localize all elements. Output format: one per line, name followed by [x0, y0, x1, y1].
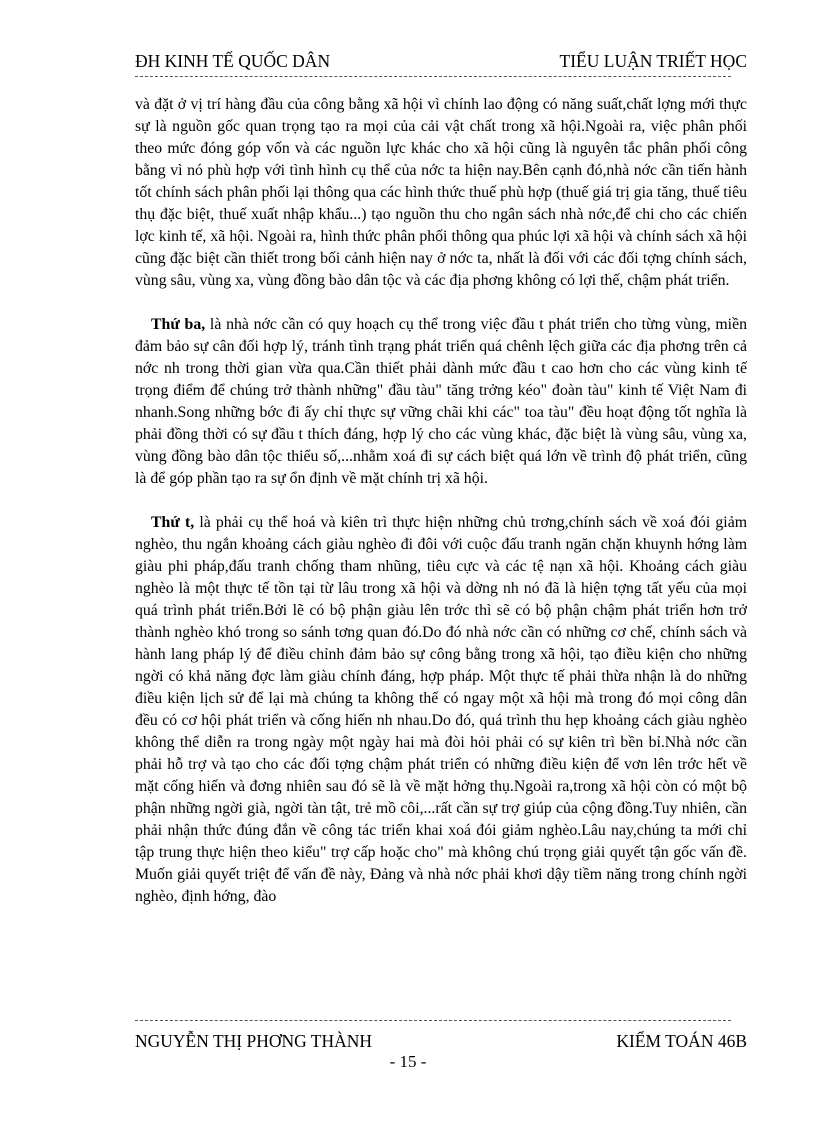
footer-divider	[135, 1020, 731, 1021]
paragraph-continuation	[135, 94, 747, 292]
page-footer	[135, 1030, 747, 1052]
page-header	[135, 50, 747, 72]
page-number: - 15 -	[389, 1052, 427, 1071]
footer-author: NGUYỄN THỊ PHƠNG THÀNH	[135, 1031, 373, 1051]
paragraph-lead: Thứ ba,	[151, 316, 206, 333]
paragraph-lead: Thứ t,	[151, 514, 195, 531]
paragraph-text: và đặt ở vị trí hàng đầu của công bằng xã hội vì chính lao động có năng suất,chất lợng mới thực sự là nguồn gốc quan trọng tạo ra mọi của cải vật chất trong xã hội.Ngoài ra, việc phân phối theo mức đóng góp vốn và các nguồn lực khác cho xã hội cũng là nguyên tắc phân phối công bằng vì nó phù hợp với tình hình cụ thể của nớc ta hiện nay.Bên cạnh đó,nhà nớc cần tiến hành tốt chính sách phân phối lại thông qua các hình thức thuế phù hợp (thuế giá trị gia tăng, thuế tiêu thụ đặc biệt, thuế xuất nhập khẩu...) tạo nguồn thu cho ngân sách nhà nớc,để chi cho các chiến lợc kinh tế, xã hội. Ngoài ra, hình thức phân phối thông qua phúc lợi xã hội và chính sách xã hội cũng đặc biệt cần thiết trong bối cảnh hiện nay ở nớc ta, nhất là đối với các đối tợng chính sách, vùng sâu, vùng xa, vùng đồng bào dân tộc và các địa phơng không có lợi thế, chậm phát triển.	[135, 96, 747, 289]
footer-class: KIỂM TOÁN 46B	[616, 1031, 747, 1051]
paragraph-text: là nhà nớc cần có quy hoạch cụ thể trong việc đầu t phát triển cho từng vùng, miền đảm bảo sự cân đối hợp lý, tránh tình trạng phát triển quá chênh lệch giữa các địa phơng trên cả nớc nh trong thời gian vừa qua.Cần thiết phải dành mức đầu t cao hơn cho các vùng kinh tế trọng điểm để chúng trở thành những" đầu tàu" tăng trởng kéo" đoàn tàu" kinh tế Việt Nam đi nhanh.Song những bớc đi ấy chỉ thực sự vững chãi khi các" toa tàu" đều hoạt động tốt nghĩa là phải đồng thời có sự đầu t thích đáng, hợp lý cho các vùng khác, đặc biệt là vùng sâu, vùng xa, vùng đồng bào dân tộc thiểu số,...nhằm xoá đi sự cách biệt quá lớn về trình độ phát triển, cũng là để góp phần tạo ra sự ổn định về mặt chính trị xã hội.	[135, 316, 747, 487]
paragraph-text: là phải cụ thể hoá và kiên trì thực hiện những chủ trơng,chính sách về xoá đói giảm nghèo, thu ngắn khoảng cách giàu nghèo đi đôi với cuộc đấu tranh ngăn chặn khuynh hớng làm giàu phi pháp,đấu tranh chống tham nhũng, tiêu cực và các tệ nạn xã hội. Khoảng cách giàu nghèo là một thực tế tồn tại từ lâu trong xã hội và dờng nh nó đã là hiện tợng tất yếu của mọi quá trình phát triển.Bởi lẽ có bộ phận giàu lên trớc thì sẽ có bộ phận chậm phát triển hơn trở thành nghèo khó trong so sánh tơng quan đó.Do đó nhà nớc cần có những cơ chế, chính sách và hành lang pháp lý để điều chỉnh đảm bảo sự công bằng trong xã hội, tạo điều kiện cho những ngời có khả năng đợc làm giàu chính đáng, hợp pháp. Một thực tế phải thừa nhận là do những điều kiện lịch sử để lại mà chúng ta không thể có ngay một xã hội mà trong đó mọi công dân đều có cơ hội phát triển và cống hiến nh nhau.Do đó, quá trình thu hẹp khoảng cách giàu nghèo không thể diễn ra trong ngày một ngày hai mà đòi hỏi phải có sự kiên trì bền bỉ.Nhà nớc cần phải hỗ trợ và tạo cho các đối tợng chậm phát triển có những điều kiện để vơn lên trớc hết về mặt cống hiến và đơng nhiên sau đó sẽ là về mặt hởng thụ.Ngoài ra,trong xã hội còn có một bộ phận những ngời già, ngời tàn tật, trẻ mồ côi,...rất cần sự trợ giúp của cộng đồng.Tuy nhiên, cần phải nhận thức đúng đắn về công tác triển khai xoá đói giảm nghèo.Lâu nay,chúng ta mới chỉ tập trung thực hiện theo kiểu" trợ cấp hoặc cho" mà không chú trọng giải quyết tận gốc vấn đề. Muốn giải quyết triệt để vấn đề này, Đảng và nhà nớc phải khơi dậy tiềm năng trong chính ngời nghèo, định hớng, đào	[135, 514, 747, 905]
document-body	[135, 94, 747, 908]
header-divider	[135, 76, 731, 77]
paragraph-thu-ba	[135, 314, 747, 490]
header-document-type: TIỂU LUẬN TRIẾT HỌC	[559, 51, 747, 71]
header-university: ĐH KINH TẾ QUỐC DÂN	[135, 51, 331, 71]
paragraph-thu-tu	[135, 512, 747, 908]
